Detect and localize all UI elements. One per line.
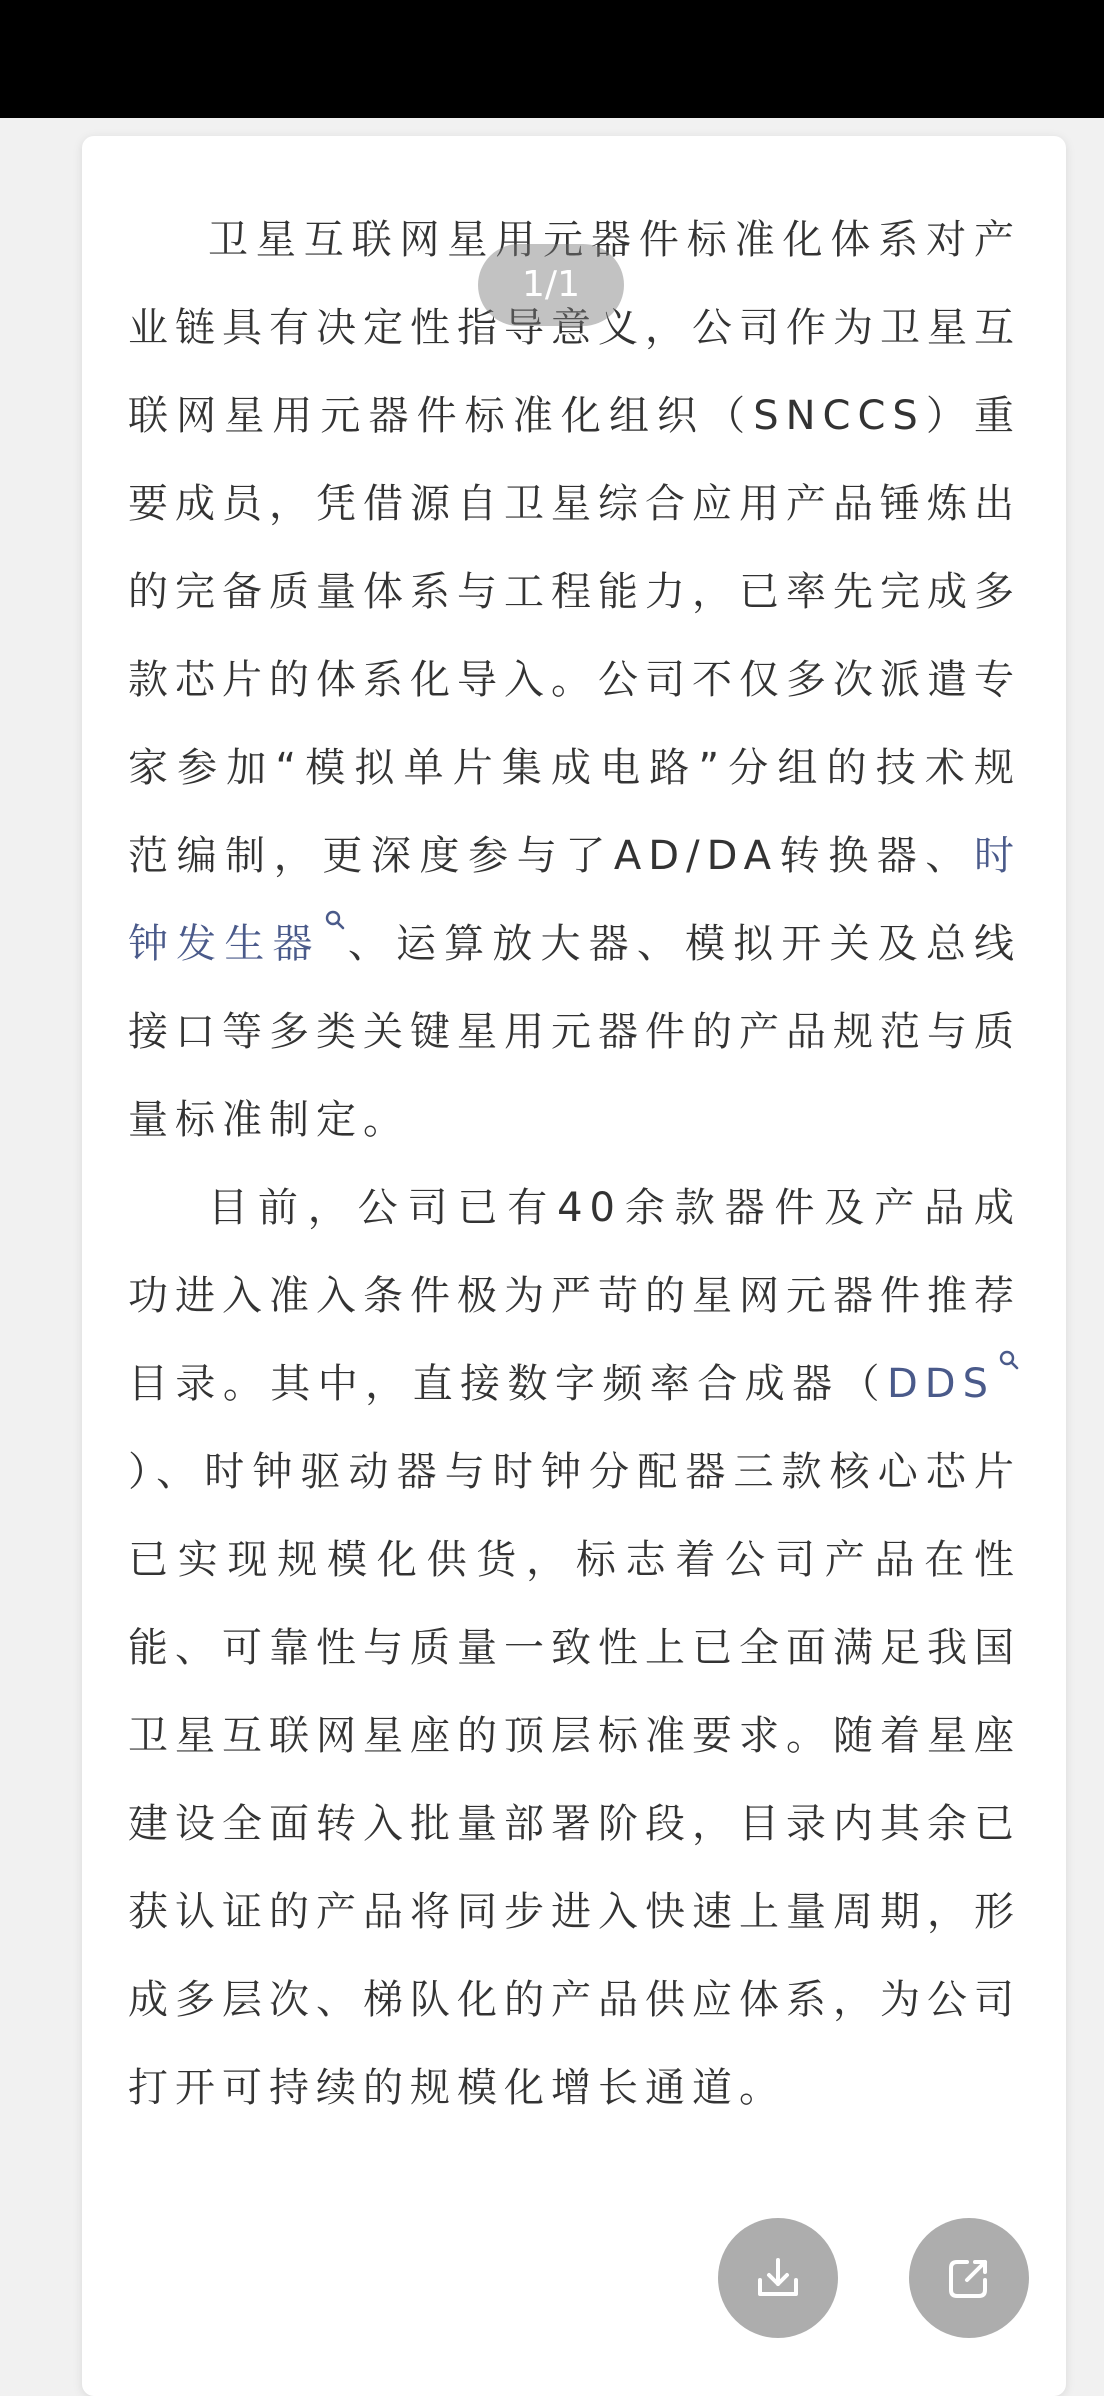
share-button[interactable] <box>909 2218 1029 2338</box>
paragraph-1-text-b: 、运算放大器、模拟开关及总线接口等多类关键星用元器件的产品规范与质量标准制定。 <box>128 921 1022 1143</box>
share-icon <box>941 2250 997 2306</box>
paragraph-1-text-a: 卫星互联网星用元器件标准化体系对产业链具有决定性指导意义，公司作为卫星互联网星用元器件标准化组织（SNCCS）重要成员，凭借源自卫星综合应用产品锤炼出的完备质量体系与工程能力，已率先完成多款芯片的体系化导入。公司不仅多次派遣专家参加“模拟单片集成电路”分组的技术规范编制，更深度参与了AD/DA转换器、 <box>128 217 1021 879</box>
magnifier-icon[interactable] <box>325 909 345 935</box>
keyword-clock-generator-label: 时钟发生器 <box>128 833 1021 967</box>
download-button[interactable] <box>718 2218 838 2338</box>
keyword-link-dds[interactable] <box>887 1361 1021 1407</box>
article-body <box>128 196 1021 2132</box>
paragraph-2 <box>128 1164 1021 2132</box>
paragraph-2-text-b: ）、时钟驱动器与时钟分配器三款核心芯片已实现规模化供货，标志着公司产品在性能、可靠性与质量一致性上已全面满足我国卫星互联网星座的顶层标准要求。随着星座建设全面转入批量部署阶段，目录内其余已获认证的产品将同步进入快速上量周期，形成多层次、梯队化的产品供应体系，为公司打开可持续的规模化增长通道。 <box>128 1449 1021 2111</box>
status-bar <box>0 0 1104 118</box>
page-indicator: 1/1 <box>478 244 624 326</box>
magnifier-icon[interactable] <box>999 1349 1019 1375</box>
paragraph-2-text-a: 目前，公司已有40余款器件及产品成功进入准入条件极为严苛的星网元器件推荐目录。其中，直接数字频率合成器（ <box>128 1185 1021 1407</box>
paragraph-1 <box>128 196 1021 1164</box>
download-icon <box>750 2250 806 2306</box>
keyword-dds-label: DDS <box>887 1361 995 1407</box>
